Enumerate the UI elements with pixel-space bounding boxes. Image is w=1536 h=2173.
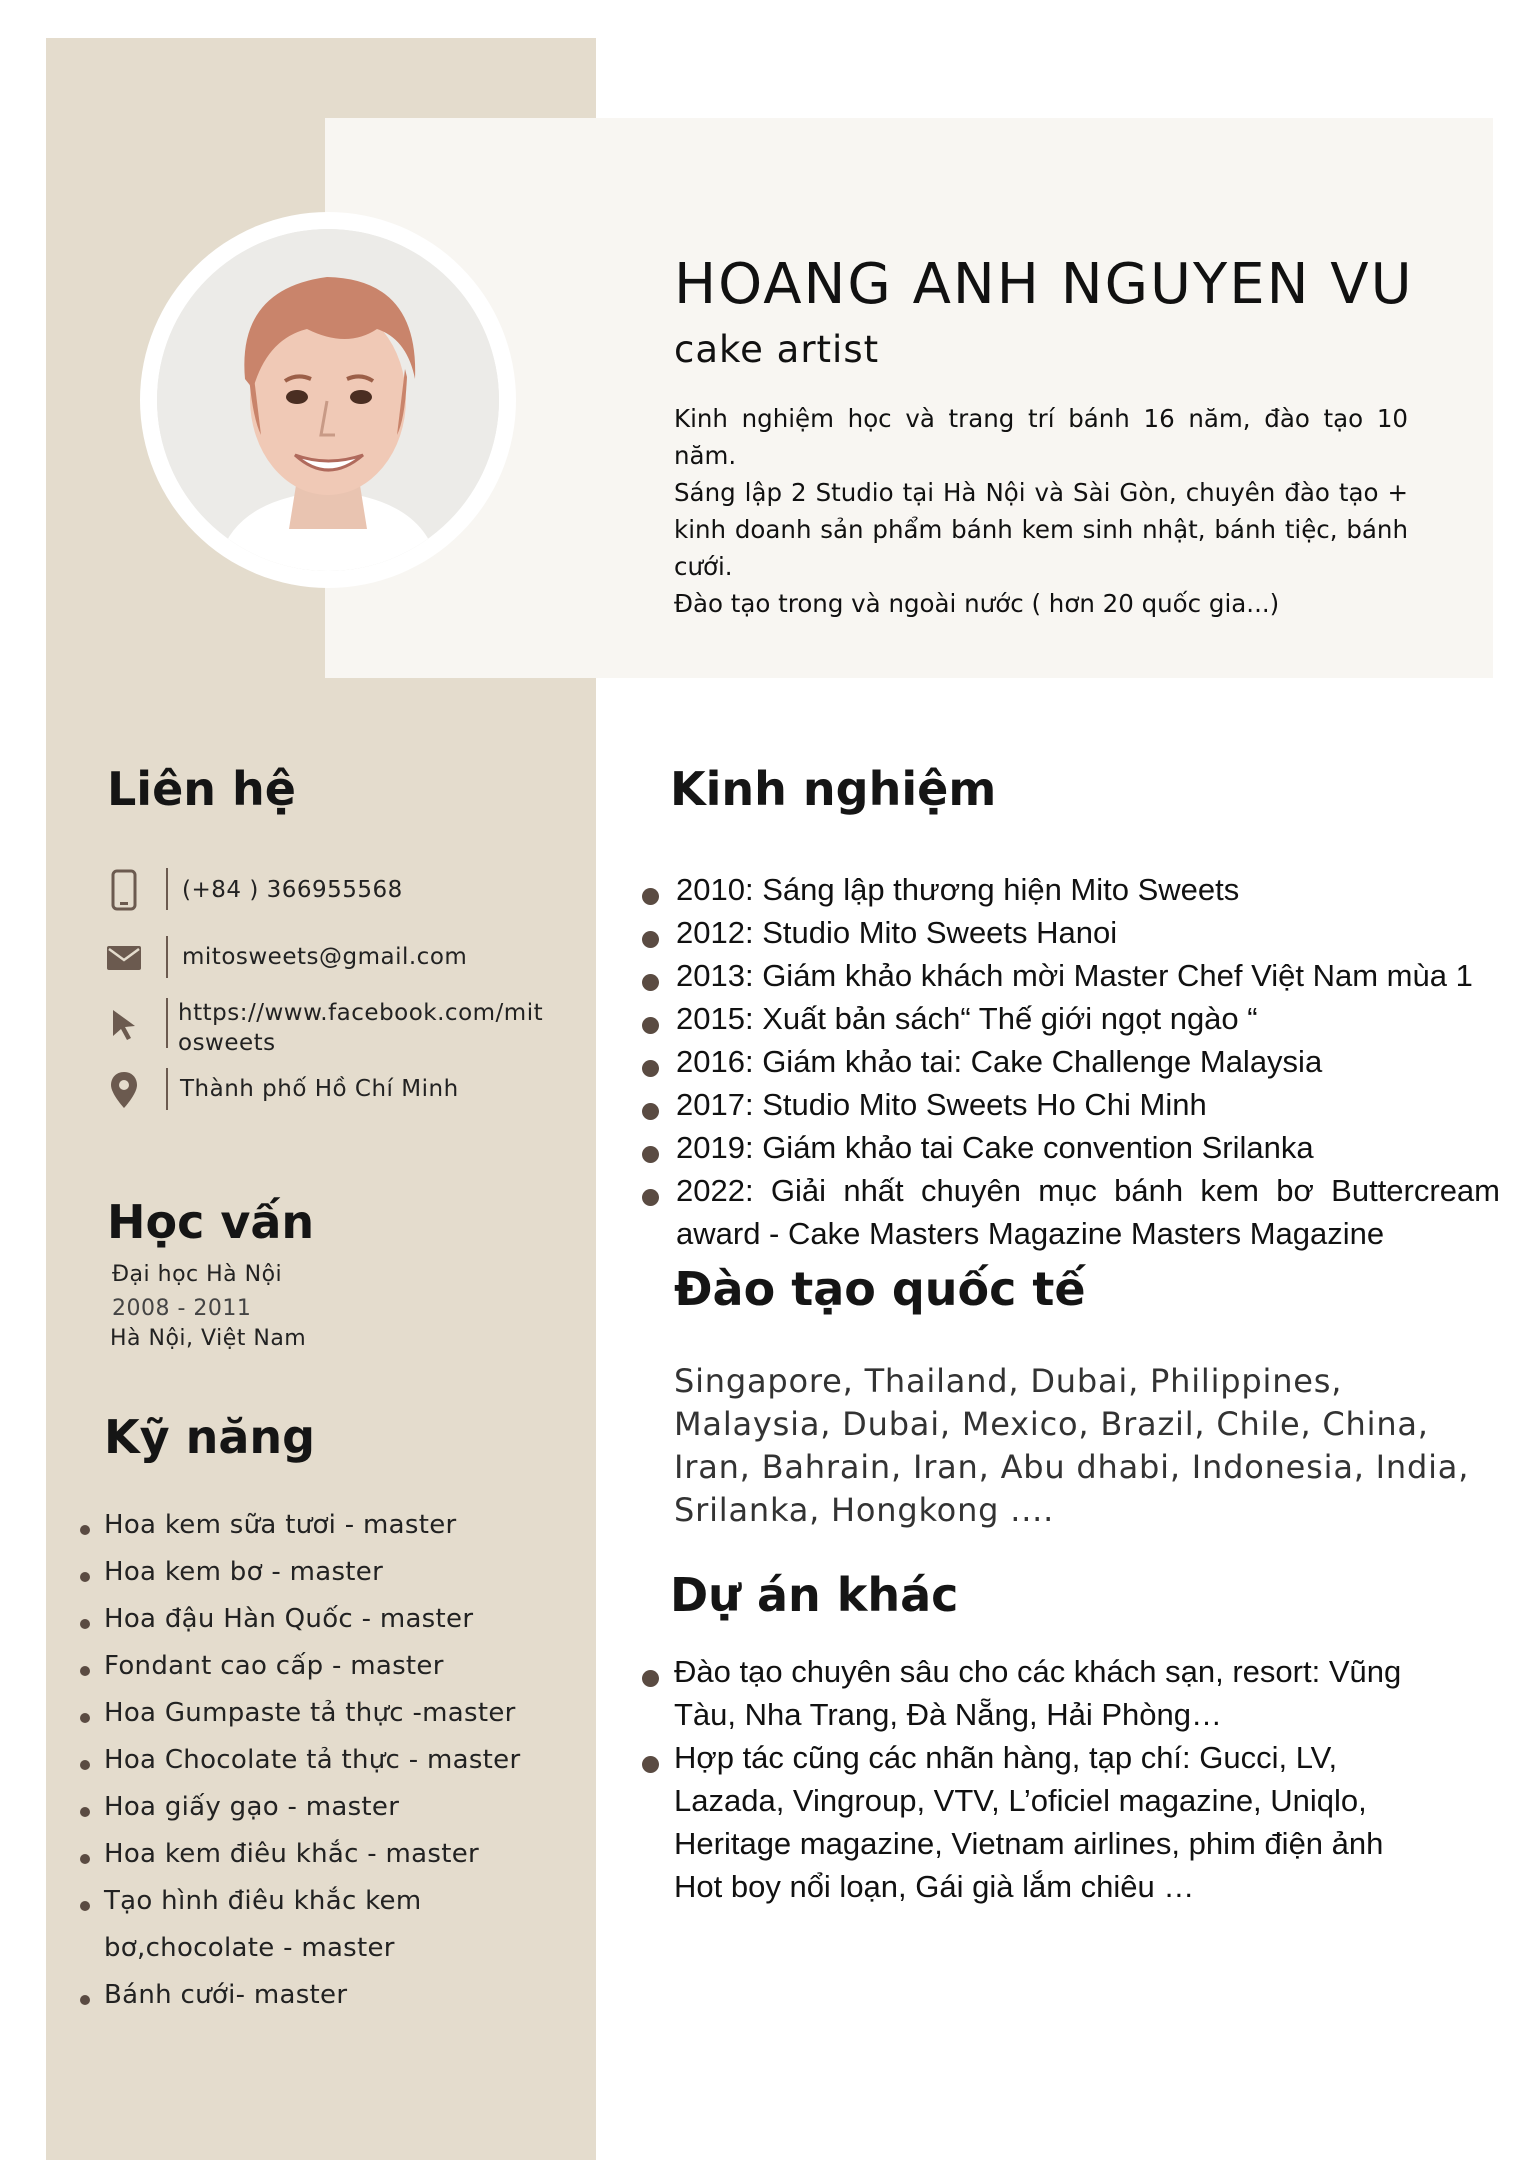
contact-heading: Liên hệ bbox=[107, 762, 296, 816]
experience-item: 2017: Studio Mito Sweets Ho Chi Minh bbox=[640, 1083, 1500, 1126]
experience-item: 2016: Giám khảo tai: Cake Challenge Malaysia bbox=[640, 1040, 1500, 1083]
skill-item: Fondant cao cấp - master bbox=[80, 1643, 580, 1690]
full-name: HOANG ANH NGUYEN VU bbox=[674, 252, 1414, 317]
experience-list bbox=[640, 868, 1500, 1255]
skill-item: Hoa Chocolate tả thực - master bbox=[80, 1737, 580, 1784]
projects-list bbox=[640, 1650, 1420, 1908]
school-name: Đại học Hà Nội bbox=[112, 1262, 283, 1287]
experience-item: 2010: Sáng lập thương hiện Mito Sweets bbox=[640, 868, 1500, 911]
phone-number: (+84 ) 366955568 bbox=[182, 877, 403, 903]
skill-item: Bánh cưới- master bbox=[80, 1972, 580, 2019]
skill-item: Hoa kem điêu khắc - master bbox=[80, 1831, 580, 1878]
education-heading: Học vấn bbox=[107, 1195, 315, 1249]
skills-list bbox=[80, 1502, 580, 2019]
website-line: osweets bbox=[178, 1030, 276, 1056]
cursor-icon bbox=[104, 998, 144, 1046]
skill-item: Hoa giấy gạo - master bbox=[80, 1784, 580, 1831]
bio-summary bbox=[674, 400, 1408, 622]
skill-item: Hoa kem sữa tươi - master bbox=[80, 1502, 580, 1549]
envelope-icon bbox=[104, 936, 144, 980]
experience-item: 2022: Giải nhất chuyên mục bánh kem bơ Buttercream award - Cake Masters Magazine Masters Magazine bbox=[640, 1169, 1500, 1255]
contact-divider bbox=[166, 868, 168, 910]
contact-location-row bbox=[104, 1068, 459, 1112]
bio-line: Đào tạo trong và ngoài nước ( hơn 20 quốc gia...) bbox=[674, 589, 1280, 618]
contact-website-row[interactable] bbox=[104, 998, 543, 1058]
skills-heading: Kỹ năng bbox=[104, 1410, 316, 1464]
bio-line: Sáng lập 2 Studio tại Hà Nội và Sài Gòn, chuyên đào tạo + kinh doanh sản phẩm bánh kem sinh nhật, bánh tiệc, bánh cưới. bbox=[674, 478, 1408, 581]
email-address: mitosweets@gmail.com bbox=[182, 944, 468, 970]
contact-divider bbox=[166, 998, 168, 1048]
contact-divider bbox=[166, 1068, 168, 1110]
location-text: Thành phố Hồ Chí Minh bbox=[180, 1076, 459, 1102]
map-pin-icon bbox=[104, 1068, 144, 1112]
bio-line: Kinh nghiệm học và trang trí bánh 16 năm, đào tạo 10 năm. bbox=[674, 404, 1408, 470]
experience-item: 2012: Studio Mito Sweets Hanoi bbox=[640, 911, 1500, 954]
international-training-heading: Đào tạo quốc tế bbox=[674, 1262, 1086, 1316]
portrait-illustration bbox=[157, 229, 499, 571]
contact-email-row[interactable] bbox=[104, 936, 467, 980]
international-countries: Singapore, Thailand, Dubai, Philippines, Malaysia, Dubai, Mexico, Brazil, Chile, China, Iran, Bahrain, Iran, Abu dhabi, Indonesia, India, Srilanka, Hongkong .... bbox=[674, 1362, 1470, 1529]
education-years: 2008 - 2011 bbox=[112, 1296, 252, 1321]
projects-heading: Dự án khác bbox=[670, 1568, 959, 1622]
contact-divider bbox=[166, 936, 168, 978]
project-item: Đào tạo chuyên sâu cho các khách sạn, resort: Vũng Tàu, Nha Trang, Đà Nẵng, Hải Phòng… bbox=[640, 1650, 1420, 1736]
contact-phone-row[interactable] bbox=[104, 868, 403, 912]
experience-item: 2019: Giám khảo tai Cake convention Srilanka bbox=[640, 1126, 1500, 1169]
phone-icon bbox=[104, 868, 144, 912]
skill-item: Hoa kem bơ - master bbox=[80, 1549, 580, 1596]
job-title: cake artist bbox=[674, 328, 880, 371]
website-link[interactable] bbox=[178, 998, 543, 1058]
skill-item: Hoa đậu Hàn Quốc - master bbox=[80, 1596, 580, 1643]
skill-item: Hoa Gumpaste tả thực -master bbox=[80, 1690, 580, 1737]
education-place: Hà Nội, Việt Nam bbox=[110, 1326, 307, 1351]
experience-item: 2013: Giám khảo khách mời Master Chef Việt Nam mùa 1 bbox=[640, 954, 1500, 997]
website-line: https://www.facebook.com/mit bbox=[178, 1000, 544, 1026]
project-item: Hợp tác cũng các nhãn hàng, tạp chí: Gucci, LV, Lazada, Vingroup, VTV, L’oficiel magazine, Uniqlo, Heritage magazine, Vietnam airlines, phim điện ảnh Hot boy nổi loạn, Gái già lắm chiêu … bbox=[640, 1736, 1420, 1908]
experience-heading: Kinh nghiệm bbox=[670, 762, 997, 816]
profile-photo bbox=[157, 229, 499, 571]
experience-item: 2015: Xuất bản sách“ Thế giới ngọt ngào “ bbox=[640, 997, 1500, 1040]
skill-item: Tạo hình điêu khắc kem bơ,chocolate - master bbox=[80, 1878, 580, 1972]
